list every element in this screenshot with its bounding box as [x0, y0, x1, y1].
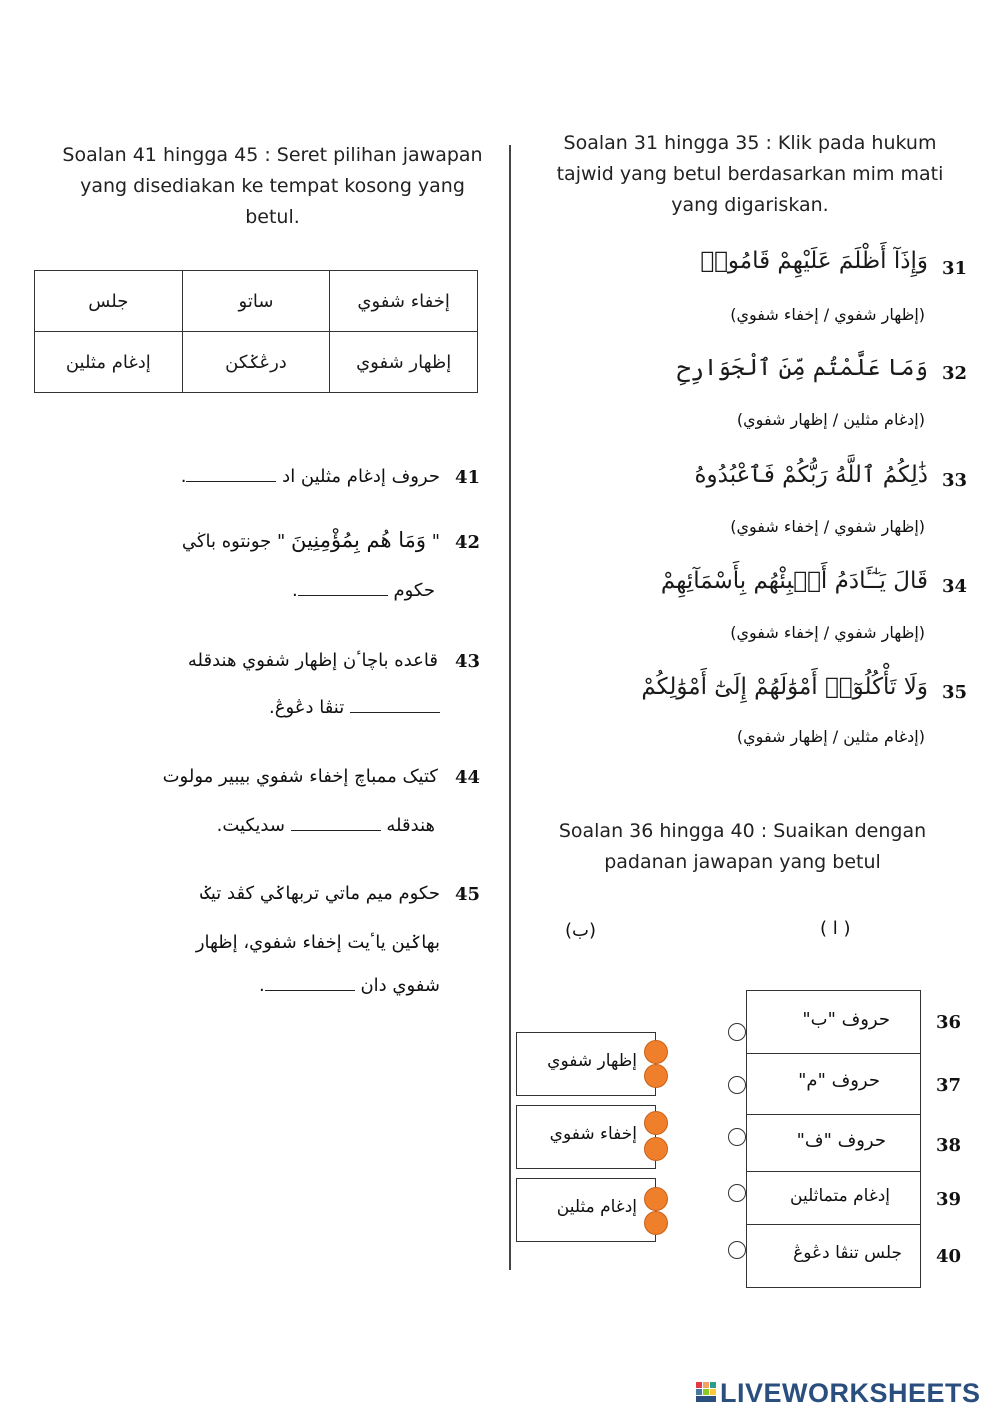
question-42-line2 [292, 580, 435, 601]
tajwid-options[interactable]: (إدغام مثلين / إظهار شفوي) [736, 410, 925, 429]
question-text: تنڤا دڠوڠ [274, 697, 345, 718]
question-number: 32 [942, 363, 968, 384]
quote-mark: " [431, 531, 440, 552]
question-text: " جونتوه باڬي [181, 531, 286, 552]
match-item-text: حروف "ف" [796, 1130, 886, 1151]
matching-instruction: Soalan 36 hingga 40 : Suaikan dengan padanan jawapan yang betul [558, 820, 927, 873]
word-bank-cell[interactable]: جلس [35, 271, 183, 332]
question-number: 35 [942, 682, 968, 703]
match-item-text: حروف "ب" [802, 1009, 890, 1030]
match-dot[interactable] [644, 1064, 668, 1088]
column-divider [509, 145, 511, 1270]
match-item-text: إظهار شفوي [547, 1051, 637, 1071]
answer-blank[interactable] [298, 593, 388, 596]
punctuation: . [292, 580, 298, 601]
word-bank-cell[interactable]: إظهار شفوي [330, 332, 478, 393]
match-item-a [746, 1171, 921, 1225]
match-item-text: حروف "م" [798, 1070, 880, 1091]
match-dot[interactable] [644, 1211, 668, 1235]
word-bank-cell[interactable]: إخفاء شفوي [330, 271, 478, 332]
question-45-line3 [259, 975, 440, 996]
brand-name: LIVEWORKSHEETS [720, 1378, 981, 1408]
match-connector[interactable] [728, 1241, 746, 1259]
quran-verse: وَمَا هُم بِمُؤْمِنِينَ [291, 528, 426, 552]
answer-blank[interactable] [265, 988, 355, 991]
question-number: 33 [942, 470, 968, 491]
match-item-text: إدغام مثلين [556, 1197, 637, 1217]
match-dot[interactable] [644, 1040, 668, 1064]
question-text: قاعده باچاٴن إظهار شفوي هندقله [187, 650, 438, 671]
question-number: 37 [936, 1075, 962, 1096]
tajwid-options[interactable]: (إدغام مثلين / إظهار شفوي) [736, 727, 925, 746]
punctuation: . [268, 697, 275, 718]
match-item-text: إدغام متماثلين [790, 1186, 890, 1206]
match-dot[interactable] [644, 1187, 668, 1211]
question-number: 31 [942, 258, 968, 279]
question-43-line2 [269, 697, 440, 718]
column-b-label: (ب) [565, 920, 596, 941]
match-connector[interactable] [728, 1128, 746, 1146]
match-item-b [516, 1178, 656, 1242]
question-text: كتيک ممباچ إخفاء شفوي بيبير مولوت [162, 766, 438, 787]
question-text: سديكيت. [216, 815, 285, 836]
word-bank-cell[interactable]: ساتو [182, 271, 330, 332]
match-item-b [516, 1032, 656, 1096]
word-bank-table [34, 270, 478, 393]
question-number: 45 [455, 884, 481, 905]
match-item-a [746, 1114, 921, 1172]
question-number: 36 [936, 1012, 962, 1033]
answer-blank[interactable] [291, 828, 381, 831]
answer-blank[interactable] [350, 710, 440, 713]
match-item-a [746, 990, 921, 1054]
match-item-b [516, 1105, 656, 1169]
match-connector[interactable] [728, 1023, 746, 1041]
question-number: 41 [455, 467, 481, 488]
question-text: شفوي دان [360, 975, 440, 996]
question-44-line2 [217, 815, 435, 836]
match-connector[interactable] [728, 1184, 746, 1202]
quran-verse: ذَٰلِكُمُ ٱللَّهُ رَبُّكُمْ فَٱعْبُدُوهُ [694, 462, 928, 488]
question-number: 38 [936, 1135, 962, 1156]
quran-verse: وَإِذَآ أَظْلَمَ عَلَيْهِمْ قَامُوا۟ [700, 248, 928, 274]
right-instruction: Soalan 31 hingga 35 : Klik pada hukum tajwid yang betul berdasarkan mim mati yang digariskan. [556, 132, 944, 216]
question-text: بهاݢين ياٴيت إخفاء شفوي، إظهار [195, 932, 440, 953]
match-dot[interactable] [644, 1137, 668, 1161]
quran-verse: قَالَ يَـٰٓـَٔادَمُ أَنۢبِئْهُم بِأَسْمَآئِهِمْ [660, 568, 928, 594]
match-item-a [746, 1224, 921, 1288]
question-number: 39 [936, 1189, 962, 1210]
word-bank-cell[interactable]: إدغام مثلين [35, 332, 183, 393]
liveworksheets-logo [696, 1378, 996, 1410]
question-number: 42 [455, 532, 481, 553]
question-41-text [181, 466, 440, 487]
question-text: حكوم ميم ماتي تربهاݢي كڤد تيݢ [200, 883, 440, 904]
match-item-text: جلس تنڤا دڠوڠ [793, 1243, 902, 1263]
punctuation: . [180, 466, 187, 487]
question-text: حكوم [393, 580, 435, 601]
match-dot[interactable] [644, 1111, 668, 1135]
tajwid-options[interactable]: (إظهار شفوي / إخفاء شفوي) [730, 305, 925, 324]
column-a-label: ( ا ) [820, 918, 851, 939]
punctuation: . [258, 975, 265, 996]
quran-verse: وَمَا عَلَّمْتُم مِّنَ ٱلْجَوَارِحِ [676, 355, 928, 381]
quran-verse: وَلَا تَأْكُلُوٓا۟ أَمْوَٰلَهُمْ إِلَىٰٓ أَمْوَٰلِكُمْ [641, 674, 928, 700]
match-connector[interactable] [728, 1076, 746, 1094]
question-text: حروف إدغام مثلين اد [282, 466, 440, 487]
answer-blank[interactable] [186, 479, 276, 482]
question-42-text [182, 528, 440, 552]
question-number: 40 [936, 1246, 962, 1267]
match-item-text: إخفاء شفوي [549, 1124, 637, 1144]
match-item-a [746, 1053, 921, 1115]
word-bank-cell[interactable]: درڠݢكن [182, 332, 330, 393]
tajwid-options[interactable]: (إظهار شفوي / إخفاء شفوي) [730, 517, 925, 536]
question-text: هندقله [386, 815, 435, 836]
left-instruction: Soalan 41 hingga 45 : Seret pilihan jawapan yang disediakan ke tempat kosong yang betul. [62, 144, 483, 228]
question-number: 44 [455, 767, 481, 788]
question-number: 34 [942, 576, 968, 597]
question-number: 43 [455, 651, 481, 672]
tajwid-options[interactable]: (إظهار شفوي / إخفاء شفوي) [730, 623, 925, 642]
